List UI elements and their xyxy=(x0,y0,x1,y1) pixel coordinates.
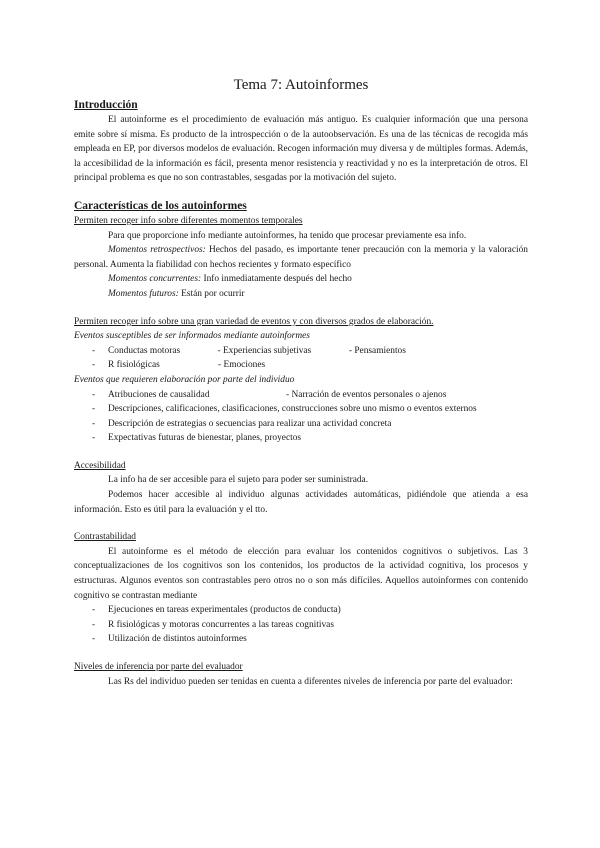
list-item-text: Utilización de distintos autoinformes xyxy=(108,634,247,645)
document-page xyxy=(74,76,528,689)
retrospective-label: Momentos retrospectivos: xyxy=(108,245,206,256)
dash-bullet: - xyxy=(218,360,222,371)
intro-paragraph: El autoinforme es el procedimiento de evaluación más antiguo. Es cualquier información que una persona emite sobre sí misma. Es producto de la introspección o de la autoobservación. Es una de las técnicas de recogida más empleada en EP, por diversos modelos de evaluación. Recogen información muy diversa y de múltiples formas. Además, la accesibilidad de la información es fácil, presenta menor resistencia y reactividad y no es la interpretación de otros. El principal problema es que no son contrastables, sesgadas por la motivación del sujeto. xyxy=(74,115,528,184)
dash-bullet: - xyxy=(217,345,221,356)
informed-events-label xyxy=(74,329,528,344)
retrospective-text: Hechos del pasado, es importante tener precaución con la memoria y la valoración personal. Aumenta la fiabilidad con hechos recientes y formato específico xyxy=(74,245,528,270)
elaboration-events-label xyxy=(74,373,528,388)
intro-heading: Introducción xyxy=(74,99,138,111)
dash-bullet: - xyxy=(348,345,352,356)
elab-narration xyxy=(286,388,446,403)
contrast-heading: Contrastabilidad xyxy=(74,532,136,543)
dash-bullet: - xyxy=(92,389,96,400)
inference-paragraph: Las Rs del individuo pueden ser tenidas en cuenta a diferentes niveles de inferencia por parte del evaluador: xyxy=(108,676,513,687)
elaboration-events-list xyxy=(74,388,528,446)
dash-bullet: - xyxy=(92,605,96,616)
dash-bullet: - xyxy=(92,404,96,415)
retrospective-paragraph xyxy=(74,243,528,272)
dash-bullet: - xyxy=(92,418,96,429)
list-item-text: Descripciones, calificaciones, clasificaciones, construcciones sobre uno mismo o eventos externos xyxy=(108,404,477,415)
list-item-text: R fisiológicas y motoras concurrentes a las tareas cognitivas xyxy=(108,619,334,630)
dash-bullet: - xyxy=(92,345,96,356)
features-heading: Características de los autoinformes xyxy=(74,199,247,212)
event-subjective-text: Experiencias subjetivas xyxy=(222,345,312,356)
list-item xyxy=(74,632,528,647)
list-item xyxy=(74,431,528,446)
event-physiological: R fisiológicas xyxy=(108,360,160,371)
event-motor: Conductas motoras xyxy=(108,345,181,356)
list-item xyxy=(74,344,528,359)
contrast-list xyxy=(74,603,528,647)
dash-bullet: - xyxy=(92,634,96,645)
dash-bullet: - xyxy=(92,619,96,630)
event-subjective xyxy=(217,344,348,359)
page-title: Tema 7: Autoinformes xyxy=(233,77,369,93)
informed-events-list xyxy=(74,344,528,373)
list-item xyxy=(74,618,528,633)
dash-bullet: - xyxy=(92,360,96,371)
event-thoughts xyxy=(349,344,528,359)
event-emotions xyxy=(218,358,350,373)
future-paragraph xyxy=(74,287,528,302)
elab-causal: Atribuciones de causalidad xyxy=(108,389,210,400)
list-item xyxy=(74,402,528,417)
informed-events-label-text: Eventos susceptibles de ser informados mediante autoinformes xyxy=(74,331,310,342)
accessibility-paragraph-1: La info ha de ser accesible para el sujeto para poder ser suministrada. xyxy=(108,475,369,486)
variety-subheading: Permiten recoger info sobre una gran variedad de eventos y con diversos grados de elaboración. xyxy=(74,316,434,327)
dash-bullet: - xyxy=(92,433,96,444)
contrast-paragraph: El autoinforme es el método de elección para evaluar los contenidos cognitivos o subjetivos. Las 3 conceptualizaciones de los cognitivos son los contenidos, los productos de la actividad cognitiva, los procesos y estructuras. Algunos eventos son contrastables pero otros no o son más difíciles. Aquellos autoinformes con contenido cognitivo se contrastan mediante xyxy=(74,546,528,601)
dash-bullet: - xyxy=(286,389,290,400)
temporal-paragraph: Para que proporcione info mediante autoinformes, ha tenido que procesar previamente esa info. xyxy=(108,230,467,241)
concurrent-text: Info inmediatamente después del hecho xyxy=(201,274,352,285)
future-text: Están por ocurrir xyxy=(178,288,245,299)
list-item-text: Expectativas futuras de bienestar, planes, proyectos xyxy=(108,433,302,444)
event-thoughts-text: Pensamientos xyxy=(354,345,406,356)
elaboration-events-label-text: Eventos que requieren elaboración por parte del individuo xyxy=(74,374,295,385)
list-item xyxy=(74,417,528,432)
list-item xyxy=(74,358,528,373)
list-item-text: Ejecuciones en tareas experimentales (productos de conducta) xyxy=(108,605,341,616)
event-emotions-text: Emociones xyxy=(223,360,266,371)
concurrent-label: Momentos concurrentes: xyxy=(108,274,202,285)
concurrent-paragraph xyxy=(74,272,528,287)
temporal-subheading: Permiten recoger info sobre diferentes momentos temporales xyxy=(74,215,303,226)
future-label: Momentos futuros: xyxy=(108,288,179,299)
accessibility-heading: Accesibilidad xyxy=(74,460,126,471)
list-item xyxy=(74,388,528,403)
list-item-text: Descripción de estrategias o secuencias para realizar una actividad concreta xyxy=(108,418,392,429)
list-item xyxy=(74,603,528,618)
elab-narration-text: Narración de eventos personales o ajenos xyxy=(291,389,447,400)
accessibility-paragraph-2: Podemos hacer accesible al individuo algunas actividades automáticas, pidiéndole que atienda a esa información. Esto es útil para la evaluación y el tto. xyxy=(74,490,528,515)
inference-heading: Niveles de inferencia por parte del evaluador xyxy=(74,662,243,672)
